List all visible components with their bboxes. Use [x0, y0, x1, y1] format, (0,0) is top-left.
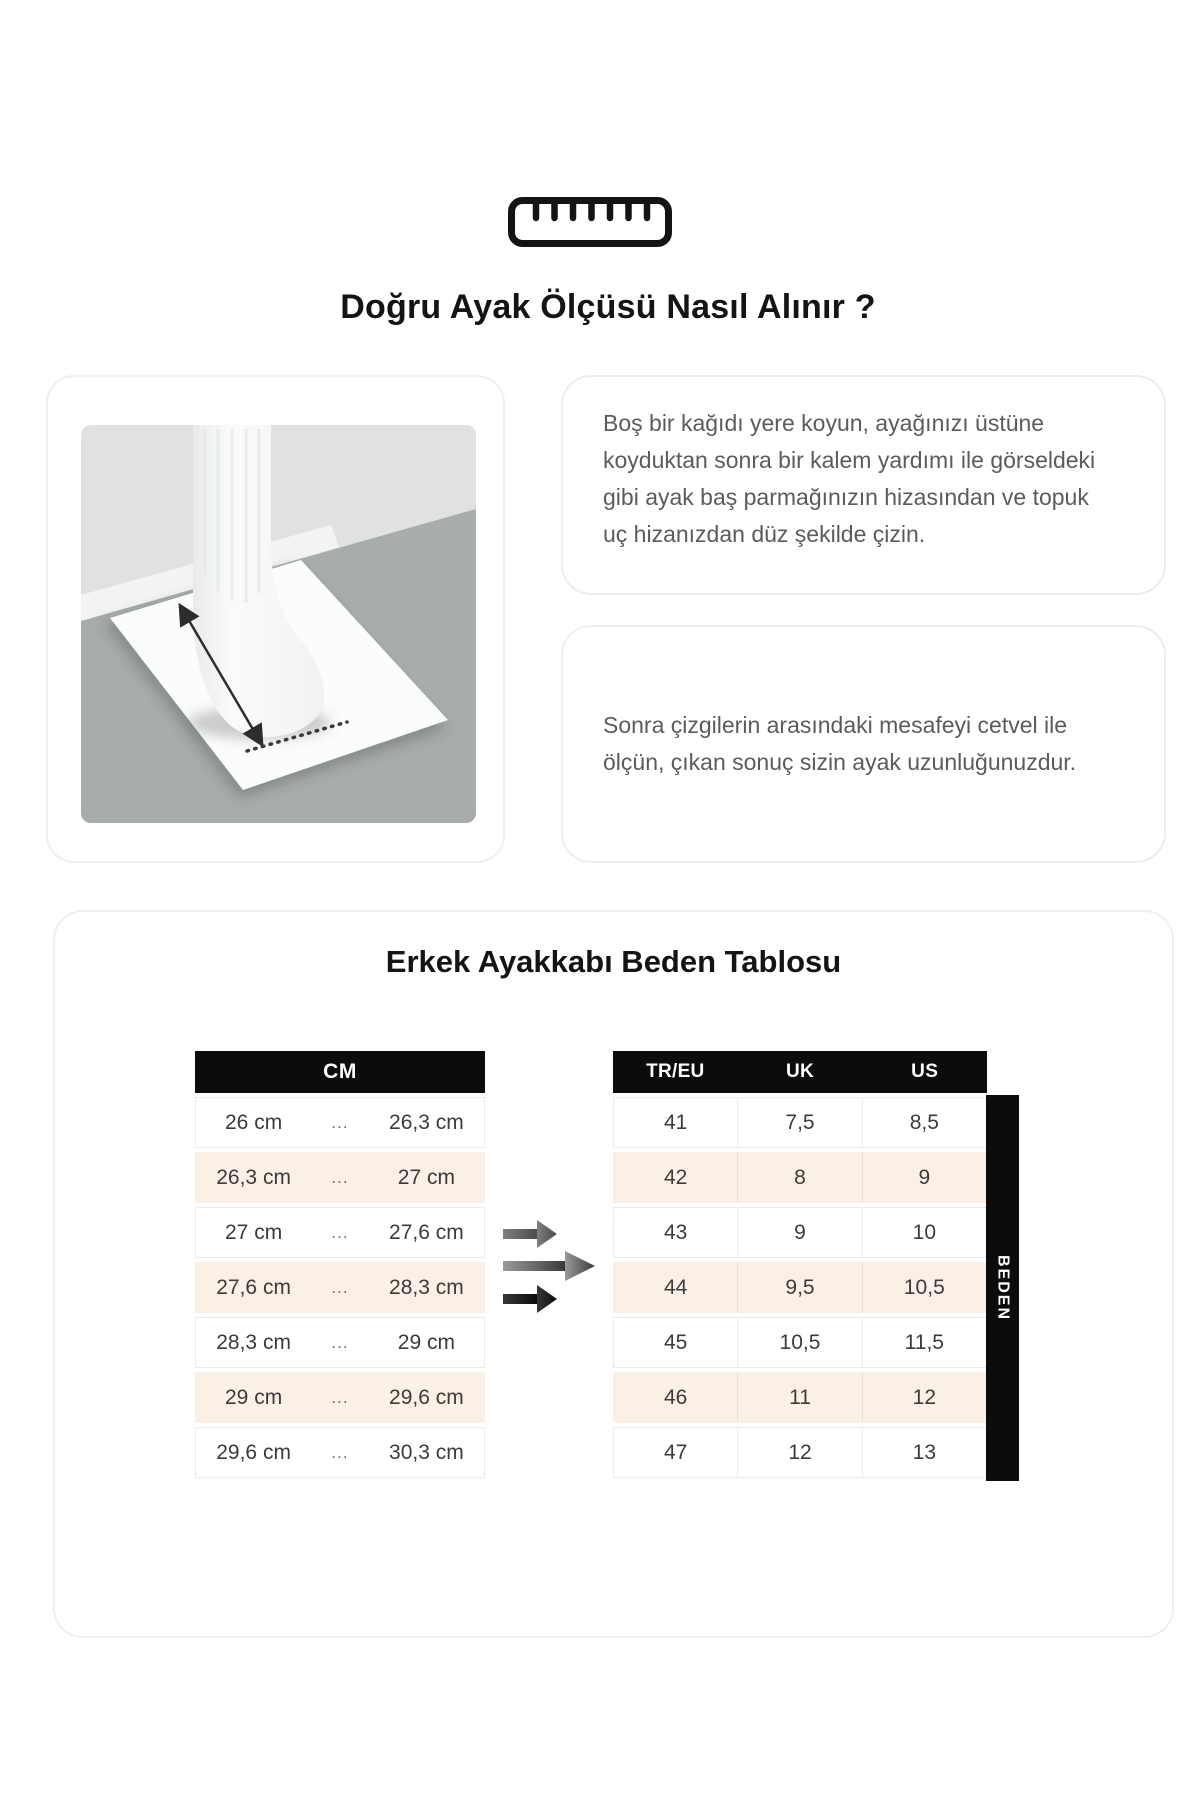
size-table-row	[613, 1427, 987, 1478]
foot-measurement-photo-card	[46, 375, 505, 863]
cm-to-value: 30,3 cm	[389, 1440, 464, 1464]
cm-range-table	[195, 1051, 485, 1478]
cm-to-value: 26,3 cm	[389, 1110, 464, 1134]
instruction-card-step2	[561, 625, 1166, 863]
cm-to-value: 28,3 cm	[389, 1275, 464, 1299]
size-table-header-cell: TR/EU	[646, 1061, 705, 1082]
arrow-bottom	[503, 1285, 557, 1313]
size-value: 9	[737, 1208, 861, 1257]
cm-from-value: 27 cm	[225, 1220, 283, 1244]
size-value: 9	[862, 1153, 986, 1202]
size-value: 43	[663, 1220, 688, 1244]
size-value: 9,5	[737, 1263, 861, 1312]
page-title: Doğru Ayak Ölçüsü Nasıl Alınır ?	[340, 288, 876, 326]
size-value: 46	[663, 1385, 688, 1409]
instruction-step1-text: Boş bir kağıdı yere koyun, ayağınızı üstüne koyduktan sonra bir kalem yardımı ile görseldeki gibi ayak baş parmağınızın hizasından ve topuk uç hizanızdan düz şekilde çizin.	[603, 410, 1096, 547]
size-value: 10	[862, 1208, 986, 1257]
size-table-row	[613, 1317, 987, 1368]
size-value: 8,5	[862, 1098, 986, 1147]
cm-from-value: 29 cm	[225, 1385, 283, 1409]
cm-table-row	[195, 1372, 485, 1423]
size-table-body	[613, 1097, 987, 1478]
beden-label: BEDEN	[994, 1254, 1012, 1321]
cm-range-separator: ...	[331, 1387, 349, 1407]
cm-to-value: 27,6 cm	[389, 1220, 464, 1244]
size-value: 10,5	[862, 1263, 986, 1312]
size-value: 41	[663, 1110, 688, 1134]
cm-table-row	[195, 1317, 485, 1368]
cm-table-body	[195, 1097, 485, 1478]
size-table-row	[613, 1097, 987, 1148]
size-table-row	[613, 1207, 987, 1258]
size-value: 47	[663, 1440, 688, 1464]
size-value: 42	[663, 1165, 688, 1189]
size-table-row	[613, 1152, 987, 1203]
size-value: 10,5	[737, 1318, 861, 1367]
instruction-step2-text: Sonra çizgilerin arasındaki mesafeyi cetvel ile ölçün, çıkan sonuç sizin ayak uzunluğunuzdur.	[603, 712, 1077, 775]
cm-table-row	[195, 1097, 485, 1148]
size-value: 8	[737, 1153, 861, 1202]
size-value: 13	[862, 1428, 986, 1477]
cm-range-separator: ...	[331, 1167, 349, 1187]
size-conversion-table	[613, 1051, 987, 1478]
cm-range-separator: ...	[331, 1222, 349, 1242]
cm-to-value: 27 cm	[397, 1165, 455, 1189]
cm-table-header: CM	[195, 1051, 485, 1093]
size-value: 44	[663, 1275, 688, 1299]
cm-to-value: 29 cm	[397, 1330, 455, 1354]
cm-from-value: 27,6 cm	[216, 1275, 291, 1299]
cm-table-row	[195, 1262, 485, 1313]
ruler-icon	[507, 196, 673, 248]
size-table-row	[613, 1262, 987, 1313]
cm-table-row	[195, 1427, 485, 1478]
cm-table-row	[195, 1207, 485, 1258]
cm-range-separator: ...	[331, 1442, 349, 1462]
instruction-card-step1	[561, 375, 1166, 595]
size-table-header-cell: UK	[785, 1061, 815, 1082]
cm-from-value: 28,3 cm	[216, 1330, 291, 1354]
arrow-middle	[503, 1251, 595, 1281]
cm-range-separator: ...	[331, 1332, 349, 1352]
cm-from-value: 26 cm	[225, 1110, 283, 1134]
cm-to-value: 29,6 cm	[389, 1385, 464, 1409]
cm-table-row	[195, 1152, 485, 1203]
size-value: 11	[737, 1373, 861, 1422]
size-value: 7,5	[737, 1098, 861, 1147]
cm-from-value: 29,6 cm	[216, 1440, 291, 1464]
size-value: 45	[663, 1330, 688, 1354]
size-value: 11,5	[862, 1318, 986, 1367]
cm-from-value: 26,3 cm	[216, 1165, 291, 1189]
arrow-top	[503, 1220, 557, 1248]
size-table-header-cell: US	[911, 1061, 939, 1082]
mapping-arrows-icon	[500, 1216, 600, 1316]
beden-side-bar	[986, 1095, 1019, 1481]
cm-range-separator: ...	[331, 1112, 349, 1132]
size-table-header	[613, 1051, 987, 1093]
size-value: 12	[737, 1428, 861, 1477]
size-value: 12	[862, 1373, 986, 1422]
size-table-row	[613, 1372, 987, 1423]
foot-on-paper-photo	[81, 425, 476, 823]
cm-range-separator: ...	[331, 1277, 349, 1297]
size-chart-title: Erkek Ayakkabı Beden Tablosu	[385, 944, 842, 979]
